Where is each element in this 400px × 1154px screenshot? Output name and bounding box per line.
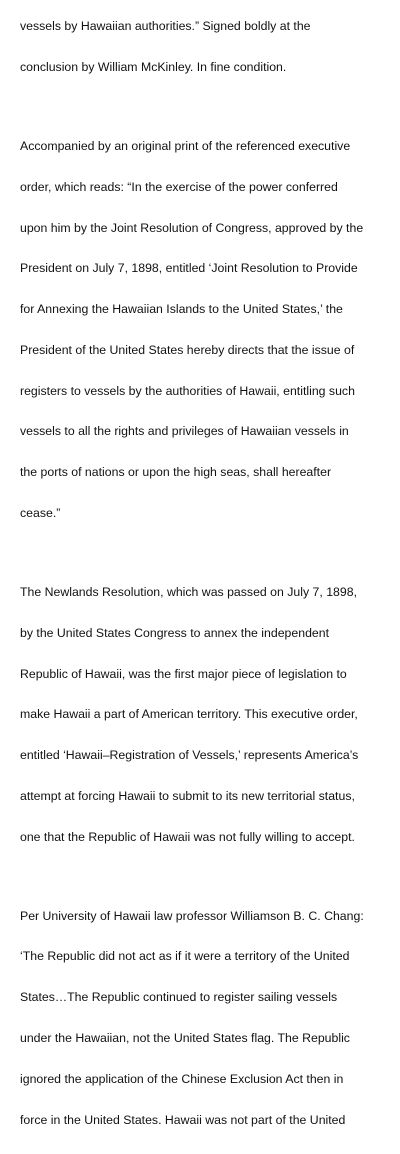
text-line: cease.” [20,505,61,520]
text-line: ignored the application of the Chinese Exclusion Act then in [20,1071,344,1086]
text-line: entitled ‘Hawaii–Registration of Vessels,’ represents America’s [20,748,359,763]
text-line: registers to vessels by the authorities of Hawaii, entitling such [20,383,355,398]
text-line: vessels by Hawaiian authorities.” Signed boldly at the [20,19,311,34]
text-line: the ports of nations or upon the high seas, shall hereafter [20,465,332,480]
text-line: order, which reads: “In the exercise of the power conferred [20,179,338,194]
text-line: upon him by the Joint Resolution of Congress, approved by the [20,220,364,235]
text-line: States…The Republic continued to register sailing vessels [20,990,338,1005]
paragraph-professor-quote [20,882,392,1154]
document-body [20,0,392,1154]
text-line: under the Hawaiian, not the United States flag. The Republic [20,1030,350,1045]
paragraph-executive-order [20,113,392,548]
text-line: President of the United States hereby directs that the issue of [20,342,355,357]
text-line: one that the Republic of Hawaii was not fully willing to accept. [20,829,355,844]
text-line: by the United States Congress to annex the independent [20,625,330,640]
paragraph-newlands-resolution [20,559,392,872]
text-line: vessels to all the rights and privileges of Hawaiian vessels in [20,424,349,439]
paragraph-signature-note [20,0,392,102]
text-line: force in the United States. Hawaii was not part of the United [20,1112,346,1127]
text-line: ‘The Republic did not act as if it were a territory of the United [20,949,350,964]
text-line: make Hawaii a part of American territory. This executive order, [20,707,358,722]
text-line: Republic of Hawaii, was the first major piece of legislation to [20,666,347,681]
text-line: Accompanied by an original print of the referenced executive [20,138,351,153]
text-line: attempt at forcing Hawaii to submit to its new territorial status, [20,788,355,803]
text-line: Per University of Hawaii law professor Williamson B. C. Chang: [20,908,364,923]
text-line: conclusion by William McKinley. In fine condition. [20,59,287,74]
text-line: The Newlands Resolution, which was passed on July 7, 1898, [20,584,357,599]
text-line: for Annexing the Hawaiian Islands to the United States,’ the [20,302,343,317]
text-line: President on July 7, 1898, entitled ‘Joint Resolution to Provide [20,261,358,276]
